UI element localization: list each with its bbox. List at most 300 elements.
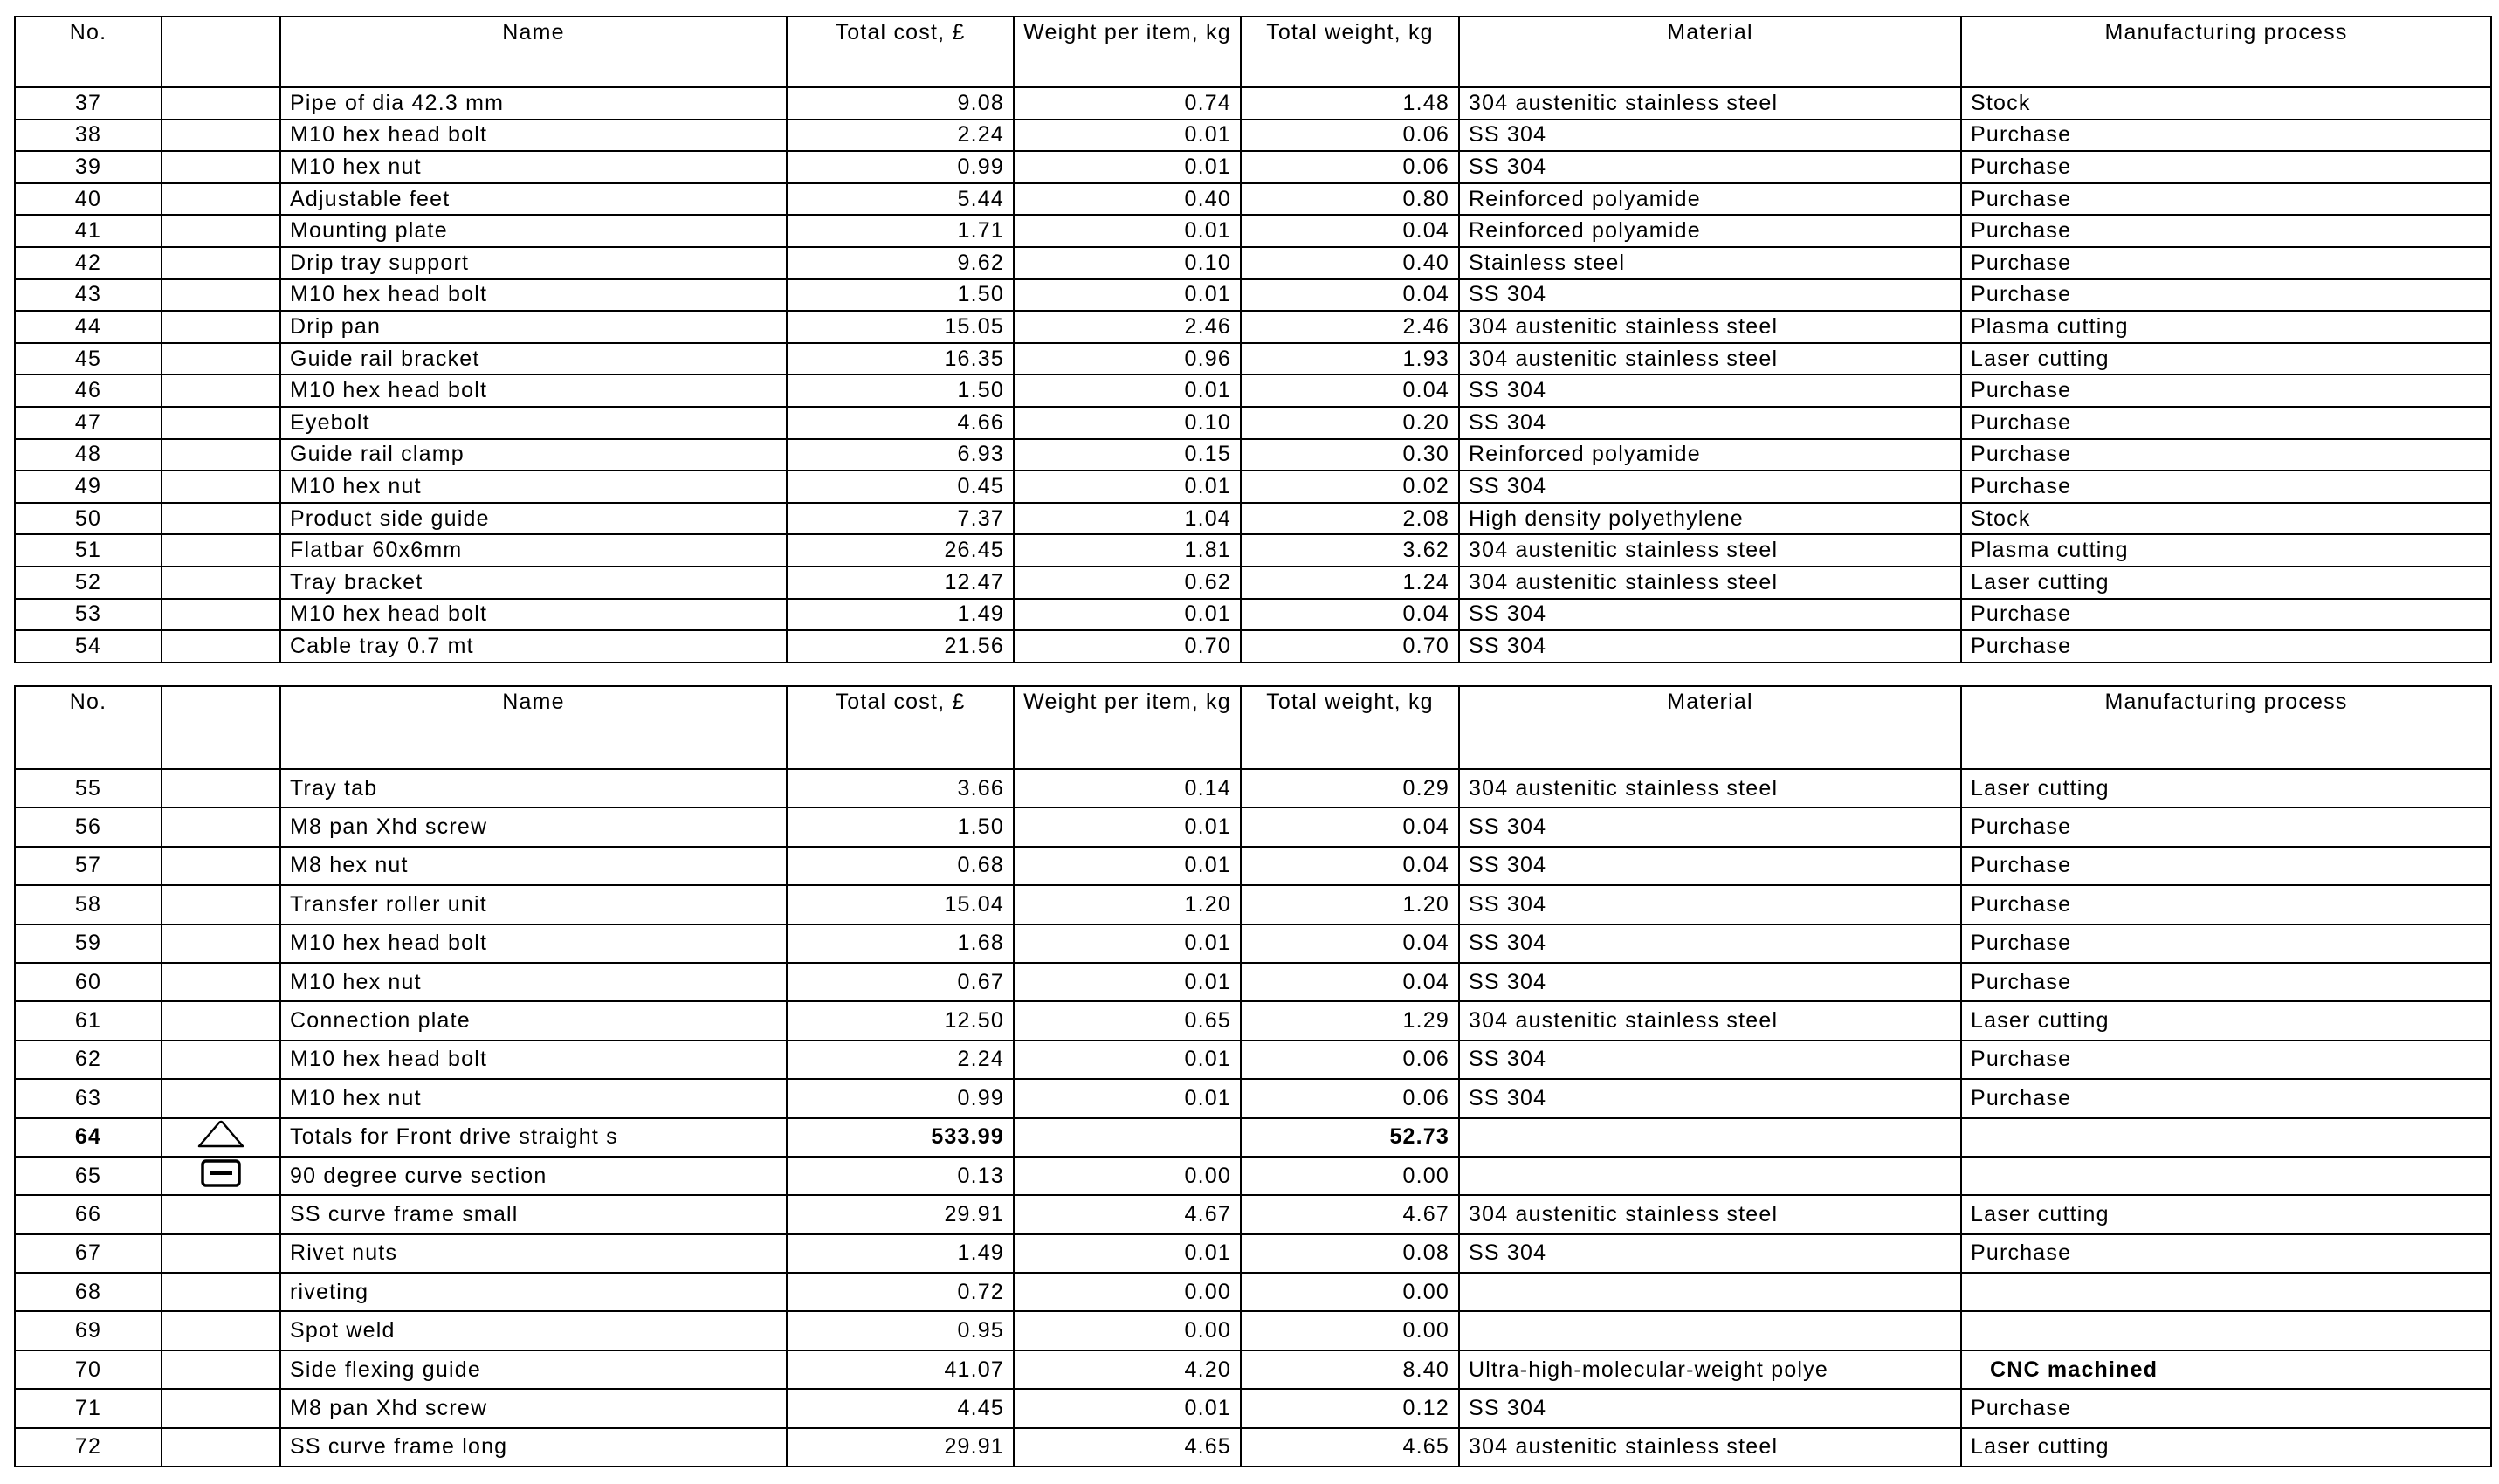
cell-total-weight: 0.00 xyxy=(1241,1273,1459,1311)
cell-icon xyxy=(162,279,280,312)
cell-process xyxy=(1961,1350,2491,1389)
cell-total-weight: 0.04 xyxy=(1241,599,1459,631)
cell-material xyxy=(1459,1311,1961,1350)
cell-total-cost: 29.91 xyxy=(787,1195,1014,1233)
group-row[interactable] xyxy=(15,1157,2491,1195)
cell-process: Purchase xyxy=(1961,847,2491,885)
cell-name: Tray tab xyxy=(280,769,787,807)
cell-icon xyxy=(162,1079,280,1117)
header-total-cost[interactable]: Total cost, £ xyxy=(787,17,1014,87)
cell-no: 72 xyxy=(15,1428,162,1467)
cell-total-cost: 15.04 xyxy=(787,885,1014,924)
cell-process: Purchase xyxy=(1961,924,2491,963)
table-row[interactable] xyxy=(15,120,2491,152)
cell-no: 64 xyxy=(15,1118,162,1157)
cell-weight-per-item: 0.01 xyxy=(1014,1041,1241,1079)
cell-weight-per-item: 4.20 xyxy=(1014,1350,1241,1389)
cell-total-weight: 0.04 xyxy=(1241,924,1459,963)
table-row[interactable] xyxy=(15,247,2491,279)
cell-no: 41 xyxy=(15,215,162,247)
cell-total-cost: 16.35 xyxy=(787,343,1014,375)
cell-no: 39 xyxy=(15,151,162,183)
cell-material: SS 304 xyxy=(1459,1389,1961,1427)
cell-total-weight: 0.04 xyxy=(1241,215,1459,247)
cell-process: Laser cutting xyxy=(1961,567,2491,599)
cell-icon xyxy=(162,471,280,503)
cell-icon xyxy=(162,311,280,343)
cell-total-cost: 1.49 xyxy=(787,599,1014,631)
table-row[interactable] xyxy=(15,1041,2491,1079)
cell-no: 56 xyxy=(15,807,162,846)
cell-icon xyxy=(162,963,280,1001)
cell-total-cost: 0.45 xyxy=(787,471,1014,503)
cell-name: M10 hex nut xyxy=(280,151,787,183)
table-row[interactable] xyxy=(15,439,2491,471)
table-row[interactable] xyxy=(15,1389,2491,1427)
cell-name: M10 hex head bolt xyxy=(280,279,787,312)
header-total-weight[interactable]: Total weight, kg xyxy=(1241,17,1459,87)
cell-icon xyxy=(162,151,280,183)
cell-total-cost: 5.44 xyxy=(787,183,1014,216)
cell-process: Plasma cutting xyxy=(1961,311,2491,343)
cell-total-cost: 9.08 xyxy=(787,87,1014,120)
cell-icon xyxy=(162,374,280,407)
cell-name: Eyebolt xyxy=(280,407,787,439)
cell-name: M8 hex nut xyxy=(280,847,787,885)
cell-weight-per-item: 1.20 xyxy=(1014,885,1241,924)
cell-weight-per-item: 0.00 xyxy=(1014,1311,1241,1350)
cell-icon xyxy=(162,924,280,963)
cell-name: Drip tray support xyxy=(280,247,787,279)
cell-name: riveting xyxy=(280,1273,787,1311)
cell-no: 53 xyxy=(15,599,162,631)
cell-process: Laser cutting xyxy=(1961,769,2491,807)
cell-total-weight: 1.93 xyxy=(1241,343,1459,375)
cell-process: Laser cutting xyxy=(1961,343,2491,375)
cell-icon xyxy=(162,1350,280,1389)
cell-material: 304 austenitic stainless steel xyxy=(1459,769,1961,807)
cell-material: SS 304 xyxy=(1459,963,1961,1001)
table-row[interactable] xyxy=(15,311,2491,343)
cell-no: 57 xyxy=(15,847,162,885)
header-process[interactable]: Manufacturing process xyxy=(1961,17,2491,87)
cell-no: 37 xyxy=(15,87,162,120)
table-row[interactable] xyxy=(15,924,2491,963)
cell-name: Spot weld xyxy=(280,1311,787,1350)
table-row[interactable] xyxy=(15,807,2491,846)
cell-icon xyxy=(162,407,280,439)
cell-process: Purchase xyxy=(1961,963,2491,1001)
table-row[interactable] xyxy=(15,503,2491,535)
table-row[interactable] xyxy=(15,567,2491,599)
table-row[interactable] xyxy=(15,151,2491,183)
cell-weight-per-item: 0.01 xyxy=(1014,1234,1241,1273)
cell-material: High density polyethylene xyxy=(1459,503,1961,535)
cell-weight-per-item: 0.01 xyxy=(1014,924,1241,963)
table-row[interactable] xyxy=(15,1234,2491,1273)
cell-no: 59 xyxy=(15,924,162,963)
cell-process: Laser cutting xyxy=(1961,1195,2491,1233)
cell-process: Purchase xyxy=(1961,279,2491,312)
cell-weight-per-item: 0.01 xyxy=(1014,215,1241,247)
header-weight-per-item[interactable]: Weight per item, kg xyxy=(1014,686,1241,769)
cell-no: 47 xyxy=(15,407,162,439)
cell-icon xyxy=(162,807,280,846)
cell-total-weight: 0.06 xyxy=(1241,151,1459,183)
cell-total-cost: 1.49 xyxy=(787,1234,1014,1273)
cell-total-weight: 0.08 xyxy=(1241,1234,1459,1273)
table-row[interactable] xyxy=(15,885,2491,924)
cell-no: 71 xyxy=(15,1389,162,1427)
cell-name: Pipe of dia 42.3 mm xyxy=(280,87,787,120)
cell-total-weight: 0.12 xyxy=(1241,1389,1459,1427)
cell-no: 54 xyxy=(15,630,162,663)
cell-icon xyxy=(162,247,280,279)
cell-material: SS 304 xyxy=(1459,279,1961,312)
cell-process: Purchase xyxy=(1961,247,2491,279)
process-label: CNC machined xyxy=(1990,1357,2158,1382)
cell-material: Stainless steel xyxy=(1459,247,1961,279)
cell-material: 304 austenitic stainless steel xyxy=(1459,87,1961,120)
cell-weight-per-item: 0.01 xyxy=(1014,1389,1241,1427)
cell-total-weight: 4.67 xyxy=(1241,1195,1459,1233)
cell-material: 304 austenitic stainless steel xyxy=(1459,1195,1961,1233)
bom-table-top xyxy=(14,16,2492,663)
table-row[interactable] xyxy=(15,471,2491,503)
cell-no: 38 xyxy=(15,120,162,152)
cell-weight-per-item: 0.01 xyxy=(1014,374,1241,407)
cell-no: 63 xyxy=(15,1079,162,1117)
collapse-triangle-icon[interactable] xyxy=(196,1119,246,1155)
cell-process: Purchase xyxy=(1961,807,2491,846)
cell-weight-per-item: 0.96 xyxy=(1014,343,1241,375)
cell-material: 304 austenitic stainless steel xyxy=(1459,534,1961,567)
cell-material: Ultra-high-molecular-weight polye xyxy=(1459,1350,1961,1389)
cell-name: SS curve frame long xyxy=(280,1428,787,1467)
cell-weight-per-item xyxy=(1014,1118,1241,1157)
cell-icon xyxy=(162,215,280,247)
cell-no: 42 xyxy=(15,247,162,279)
cell-icon xyxy=(162,847,280,885)
cell-total-cost: 12.47 xyxy=(787,567,1014,599)
cell-material: SS 304 xyxy=(1459,471,1961,503)
header-material[interactable]: Material xyxy=(1459,17,1961,87)
cell-material: 304 austenitic stainless steel xyxy=(1459,567,1961,599)
cell-weight-per-item: 0.01 xyxy=(1014,120,1241,152)
cell-total-cost: 0.95 xyxy=(787,1311,1014,1350)
cell-total-weight: 1.20 xyxy=(1241,885,1459,924)
cell-process xyxy=(1961,1157,2491,1195)
cell-no: 66 xyxy=(15,1195,162,1233)
collapse-box-icon[interactable] xyxy=(198,1158,244,1194)
cell-process: Purchase xyxy=(1961,1079,2491,1117)
cell-icon xyxy=(162,1311,280,1350)
cell-process xyxy=(1961,1311,2491,1350)
cell-total-cost: 21.56 xyxy=(787,630,1014,663)
cell-name: Connection plate xyxy=(280,1001,787,1040)
cell-total-weight: 0.04 xyxy=(1241,963,1459,1001)
cell-material: 304 austenitic stainless steel xyxy=(1459,1428,1961,1467)
table-row[interactable] xyxy=(15,87,2491,120)
table-row[interactable] xyxy=(15,963,2491,1001)
header-process[interactable]: Manufacturing process xyxy=(1961,686,2491,769)
cell-process: Purchase xyxy=(1961,1234,2491,1273)
cell-total-weight: 0.04 xyxy=(1241,807,1459,846)
bom-table-bottom xyxy=(14,685,2492,1467)
cell-material: SS 304 xyxy=(1459,599,1961,631)
table-row[interactable] xyxy=(15,599,2491,631)
cell-weight-per-item: 0.70 xyxy=(1014,630,1241,663)
header-row xyxy=(15,17,2491,87)
cell-total-cost: 6.93 xyxy=(787,439,1014,471)
cell-total-cost: 0.68 xyxy=(787,847,1014,885)
cell-name: Product side guide xyxy=(280,503,787,535)
cell-name: M10 hex head bolt xyxy=(280,120,787,152)
cell-no: 55 xyxy=(15,769,162,807)
cell-total-weight: 0.04 xyxy=(1241,279,1459,312)
cell-total-weight: 2.46 xyxy=(1241,311,1459,343)
cell-weight-per-item: 0.01 xyxy=(1014,599,1241,631)
header-no[interactable]: No. xyxy=(15,17,162,87)
cell-total-cost: 1.71 xyxy=(787,215,1014,247)
cell-no: 52 xyxy=(15,567,162,599)
cell-weight-per-item: 0.00 xyxy=(1014,1273,1241,1311)
cell-total-weight: 4.65 xyxy=(1241,1428,1459,1467)
cell-no: 69 xyxy=(15,1311,162,1350)
cell-total-weight: 0.04 xyxy=(1241,374,1459,407)
cell-icon xyxy=(162,567,280,599)
cell-name: M10 hex nut xyxy=(280,1079,787,1117)
cell-total-cost: 1.50 xyxy=(787,279,1014,312)
cell-process xyxy=(1961,1273,2491,1311)
cell-icon xyxy=(162,120,280,152)
cell-name: Drip pan xyxy=(280,311,787,343)
cell-icon xyxy=(162,630,280,663)
cell-material: SS 304 xyxy=(1459,151,1961,183)
cell-total-weight: 0.00 xyxy=(1241,1157,1459,1195)
cell-material: SS 304 xyxy=(1459,630,1961,663)
cell-total-cost: 9.62 xyxy=(787,247,1014,279)
cell-total-cost: 0.99 xyxy=(787,151,1014,183)
cell-material: SS 304 xyxy=(1459,1041,1961,1079)
cell-total-weight: 1.29 xyxy=(1241,1001,1459,1040)
cell-name: M8 pan Xhd screw xyxy=(280,807,787,846)
table-row[interactable] xyxy=(15,279,2491,312)
cell-material: 304 austenitic stainless steel xyxy=(1459,343,1961,375)
cell-weight-per-item: 0.10 xyxy=(1014,247,1241,279)
cell-icon xyxy=(162,1273,280,1311)
cell-material: Reinforced polyamide xyxy=(1459,439,1961,471)
header-name[interactable]: Name xyxy=(280,17,787,87)
cell-icon xyxy=(162,1041,280,1079)
cell-total-weight: 1.24 xyxy=(1241,567,1459,599)
cell-total-weight: 0.70 xyxy=(1241,630,1459,663)
cell-no: 44 xyxy=(15,311,162,343)
cell-total-cost: 1.50 xyxy=(787,807,1014,846)
cell-icon xyxy=(162,439,280,471)
cell-weight-per-item: 1.81 xyxy=(1014,534,1241,567)
cell-no: 58 xyxy=(15,885,162,924)
cell-icon xyxy=(162,183,280,216)
cell-material: SS 304 xyxy=(1459,885,1961,924)
cell-name: Side flexing guide xyxy=(280,1350,787,1389)
cell-process: Purchase xyxy=(1961,1389,2491,1427)
table-row[interactable] xyxy=(15,215,2491,247)
cell-process: Stock xyxy=(1961,503,2491,535)
cell-icon xyxy=(162,1157,280,1195)
cell-material: SS 304 xyxy=(1459,407,1961,439)
cell-process: Purchase xyxy=(1961,1041,2491,1079)
cell-name: M10 hex nut xyxy=(280,471,787,503)
cell-process: Purchase xyxy=(1961,630,2491,663)
header-total-weight[interactable]: Total weight, kg xyxy=(1241,686,1459,769)
cell-material: 304 austenitic stainless steel xyxy=(1459,1001,1961,1040)
totals-row[interactable] xyxy=(15,1118,2491,1157)
cell-total-cost: 12.50 xyxy=(787,1001,1014,1040)
cell-total-cost: 1.50 xyxy=(787,374,1014,407)
cell-total-weight: 1.48 xyxy=(1241,87,1459,120)
cell-process: Purchase xyxy=(1961,471,2491,503)
cell-icon xyxy=(162,1234,280,1273)
cell-weight-per-item: 0.01 xyxy=(1014,1079,1241,1117)
table-row[interactable] xyxy=(15,1001,2491,1040)
cell-name: Rivet nuts xyxy=(280,1234,787,1273)
cell-weight-per-item: 4.67 xyxy=(1014,1195,1241,1233)
cell-weight-per-item: 0.40 xyxy=(1014,183,1241,216)
cell-name: M10 hex nut xyxy=(280,963,787,1001)
cell-weight-per-item: 0.01 xyxy=(1014,847,1241,885)
cell-icon xyxy=(162,1195,280,1233)
table-row[interactable] xyxy=(15,374,2491,407)
cell-total-weight: 0.06 xyxy=(1241,120,1459,152)
cell-no: 43 xyxy=(15,279,162,312)
cell-process: Purchase xyxy=(1961,407,2491,439)
cell-total-weight: 0.29 xyxy=(1241,769,1459,807)
cell-process: Purchase xyxy=(1961,374,2491,407)
cell-weight-per-item: 0.00 xyxy=(1014,1157,1241,1195)
table-row[interactable] xyxy=(15,343,2491,375)
cell-no: 49 xyxy=(15,471,162,503)
cell-total-cost: 2.24 xyxy=(787,1041,1014,1079)
cell-no: 60 xyxy=(15,963,162,1001)
cell-process: Purchase xyxy=(1961,183,2491,216)
cell-weight-per-item: 0.62 xyxy=(1014,567,1241,599)
cell-total-weight: 0.80 xyxy=(1241,183,1459,216)
table-row[interactable] xyxy=(15,407,2491,439)
cell-weight-per-item: 0.01 xyxy=(1014,471,1241,503)
cell-weight-per-item: 0.01 xyxy=(1014,151,1241,183)
cell-name: Cable tray 0.7 mt xyxy=(280,630,787,663)
cell-material xyxy=(1459,1118,1961,1157)
cell-total-weight: 3.62 xyxy=(1241,534,1459,567)
cell-material: SS 304 xyxy=(1459,924,1961,963)
table-row[interactable] xyxy=(15,769,2491,807)
cell-name: Mounting plate xyxy=(280,215,787,247)
cell-material: SS 304 xyxy=(1459,120,1961,152)
header-material[interactable]: Material xyxy=(1459,686,1961,769)
cell-no: 70 xyxy=(15,1350,162,1389)
cell-no: 62 xyxy=(15,1041,162,1079)
cell-total-weight: 0.06 xyxy=(1241,1041,1459,1079)
cell-total-cost: 4.45 xyxy=(787,1389,1014,1427)
cell-weight-per-item: 2.46 xyxy=(1014,311,1241,343)
cell-no: 61 xyxy=(15,1001,162,1040)
cell-total-cost: 26.45 xyxy=(787,534,1014,567)
cell-name: M10 hex head bolt xyxy=(280,924,787,963)
cell-no: 46 xyxy=(15,374,162,407)
cell-no: 65 xyxy=(15,1157,162,1195)
cell-icon xyxy=(162,1118,280,1157)
cell-name: M8 pan Xhd screw xyxy=(280,1389,787,1427)
cell-material: SS 304 xyxy=(1459,374,1961,407)
cell-weight-per-item: 0.74 xyxy=(1014,87,1241,120)
cell-name: M10 hex head bolt xyxy=(280,374,787,407)
cell-no: 67 xyxy=(15,1234,162,1273)
table-row[interactable] xyxy=(15,1311,2491,1350)
cell-total-weight: 0.20 xyxy=(1241,407,1459,439)
cell-total-weight: 0.06 xyxy=(1241,1079,1459,1117)
table-row[interactable] xyxy=(15,847,2491,885)
cell-icon xyxy=(162,1001,280,1040)
cell-total-cost: 1.68 xyxy=(787,924,1014,963)
cell-total-cost: 7.37 xyxy=(787,503,1014,535)
cell-no: 50 xyxy=(15,503,162,535)
cell-icon xyxy=(162,885,280,924)
cell-process: Purchase xyxy=(1961,120,2491,152)
table-row[interactable] xyxy=(15,1195,2491,1233)
cell-material xyxy=(1459,1273,1961,1311)
header-name[interactable]: Name xyxy=(280,686,787,769)
cell-total-cost: 29.91 xyxy=(787,1428,1014,1467)
cell-total-cost: 4.66 xyxy=(787,407,1014,439)
cell-material xyxy=(1459,1157,1961,1195)
header-no[interactable]: No. xyxy=(15,686,162,769)
cell-name: Guide rail clamp xyxy=(280,439,787,471)
table-row[interactable] xyxy=(15,1350,2491,1389)
cell-weight-per-item: 0.14 xyxy=(1014,769,1241,807)
cell-weight-per-item: 0.01 xyxy=(1014,279,1241,312)
header-icon xyxy=(162,17,280,87)
cell-total-cost: 15.05 xyxy=(787,311,1014,343)
cell-total-weight: 52.73 xyxy=(1241,1118,1459,1157)
cell-name: SS curve frame small xyxy=(280,1195,787,1233)
table-row[interactable] xyxy=(15,1079,2491,1117)
cell-material: SS 304 xyxy=(1459,807,1961,846)
cell-icon xyxy=(162,1428,280,1467)
cell-total-weight: 0.04 xyxy=(1241,847,1459,885)
cell-total-cost: 0.99 xyxy=(787,1079,1014,1117)
cell-process: Stock xyxy=(1961,87,2491,120)
table-row[interactable] xyxy=(15,183,2491,216)
table-row[interactable] xyxy=(15,630,2491,663)
cell-name: Transfer roller unit xyxy=(280,885,787,924)
cell-process: Laser cutting xyxy=(1961,1428,2491,1467)
cell-name: Guide rail bracket xyxy=(280,343,787,375)
table-row[interactable] xyxy=(15,1273,2491,1311)
header-weight-per-item[interactable]: Weight per item, kg xyxy=(1014,17,1241,87)
cell-process xyxy=(1961,1118,2491,1157)
cell-material: Reinforced polyamide xyxy=(1459,215,1961,247)
cell-weight-per-item: 0.01 xyxy=(1014,807,1241,846)
cell-weight-per-item: 4.65 xyxy=(1014,1428,1241,1467)
header-row xyxy=(15,686,2491,769)
cell-no: 48 xyxy=(15,439,162,471)
header-total-cost[interactable]: Total cost, £ xyxy=(787,686,1014,769)
cell-no: 68 xyxy=(15,1273,162,1311)
table-row[interactable] xyxy=(15,534,2491,567)
table-row[interactable] xyxy=(15,1428,2491,1467)
cell-weight-per-item: 0.01 xyxy=(1014,963,1241,1001)
